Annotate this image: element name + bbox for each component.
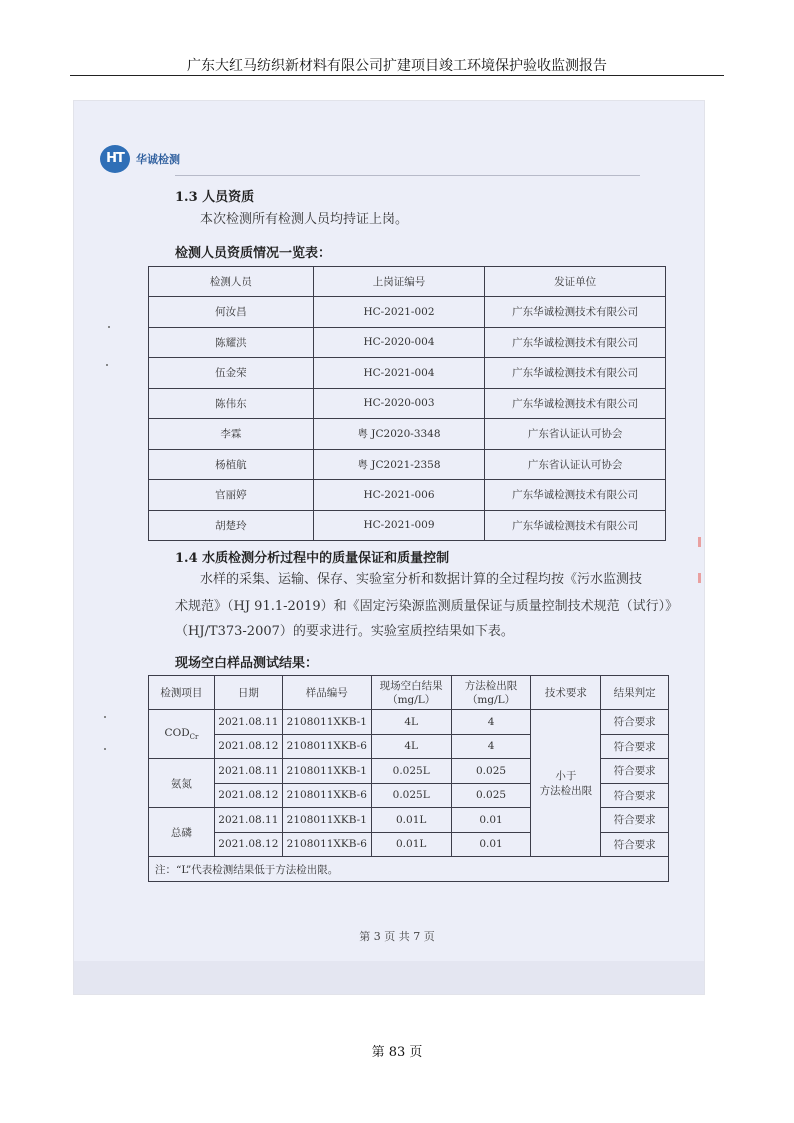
column-header: 上岗证编号 <box>313 267 485 297</box>
date-cell: 2021.08.12 <box>214 832 282 857</box>
section-1-3-heading: 1.3 人员资质 <box>175 190 255 205</box>
report-header-title: 广东大红马纺织新材料有限公司扩建项目竣工环境保护验收监测报告 <box>187 58 607 74</box>
table-row <box>149 710 669 735</box>
certificate-number: HC-2021-004 <box>313 358 485 389</box>
blank-result-cell: 0.025L <box>371 783 451 808</box>
company-logo <box>100 145 300 175</box>
section-1-4-para-line: （HJ/T373-2007）的要求进行。实验室质控结果如下表。 <box>175 624 514 639</box>
requirement-line: 方法检出限 <box>539 785 593 797</box>
section-1-4-para-line: 水样的采集、运输、保存、实验室分析和数据计算的全过程均按《污水监测技 <box>200 572 643 587</box>
sample-id-cell: 2108011XKB-1 <box>282 808 371 833</box>
issuing-unit: 广东华诚检测技术有限公司 <box>485 480 666 511</box>
test-item-cod <box>149 710 215 759</box>
table-row <box>149 297 666 328</box>
scan-speck <box>104 748 106 750</box>
detection-limit-cell: 4 <box>451 710 531 735</box>
personnel-table-title: 检测人员资质情况一览表： <box>175 246 332 261</box>
issuing-unit: 广东华诚检测技术有限公司 <box>485 510 666 541</box>
table-header-row <box>149 267 666 297</box>
verdict-cell: 符合要求 <box>601 832 669 857</box>
scan-speck <box>104 716 106 718</box>
scan-bottom-shade <box>74 961 704 994</box>
certificate-number: HC-2021-009 <box>313 510 485 541</box>
sample-id-cell: 2108011XKB-1 <box>282 710 371 735</box>
test-item-ammonia: 氨氮 <box>149 759 215 808</box>
header-divider <box>70 75 724 76</box>
date-cell: 2021.08.12 <box>214 734 282 759</box>
column-header: 结果判定 <box>601 676 669 710</box>
header-unit: （mg/L） <box>466 693 516 706</box>
person-name: 何汝昌 <box>149 297 314 328</box>
certificate-number: HC-2020-004 <box>313 327 485 358</box>
sample-id-cell: 2108011XKB-1 <box>282 759 371 784</box>
blank-sample-table-title: 现场空白样品测试结果： <box>175 656 319 671</box>
test-item-subscript: Cr <box>189 733 199 742</box>
table-note: 注：“L”代表检测结果低于方法检出限。 <box>149 857 669 882</box>
table-note-row <box>149 857 669 882</box>
scan-speck <box>108 326 110 328</box>
blank-sample-table <box>148 675 669 882</box>
page-footer-number: 第 83 页 <box>371 1045 423 1060</box>
certificate-number: HC-2021-002 <box>313 297 485 328</box>
scan-page-number: 第 3 页 共 7 页 <box>359 930 435 943</box>
header-line: 现场空白结果 <box>379 679 443 692</box>
detection-limit-cell: 0.01 <box>451 808 531 833</box>
issuing-unit: 广东华诚检测技术有限公司 <box>485 388 666 419</box>
person-name: 陈伟东 <box>149 388 314 419</box>
scan-stamp-mark <box>698 537 701 547</box>
table-header-row <box>149 676 669 710</box>
person-name: 陈耀洪 <box>149 327 314 358</box>
technical-requirement <box>531 710 601 857</box>
person-name: 胡楚玲 <box>149 510 314 541</box>
blank-result-cell: 0.025L <box>371 759 451 784</box>
person-name: 李霖 <box>149 419 314 450</box>
column-header <box>371 676 451 710</box>
section-1-4-heading: 1.4 水质检测分析过程中的质量保证和质量控制 <box>175 551 450 566</box>
personnel-table <box>148 266 666 541</box>
sample-id-cell: 2108011XKB-6 <box>282 734 371 759</box>
column-header: 检测项目 <box>149 676 215 710</box>
section-1-4-para-line: 术规范》（HJ 91.1-2019）和《固定污染源监测质量保证与质量控制技术规范（试行）》 <box>175 599 679 614</box>
column-header: 技术要求 <box>531 676 601 710</box>
scan-speck <box>106 364 108 366</box>
header-line: 方法检出限 <box>464 679 518 692</box>
header-unit: （mg/L） <box>387 693 436 706</box>
test-item-label: COD <box>164 726 190 739</box>
detection-limit-cell: 0.01 <box>451 832 531 857</box>
certificate-number: 粤 JC2020-3348 <box>313 419 485 450</box>
person-name: 官丽婷 <box>149 480 314 511</box>
detection-limit-cell: 0.025 <box>451 783 531 808</box>
verdict-cell: 符合要求 <box>601 783 669 808</box>
column-header <box>451 676 531 710</box>
date-cell: 2021.08.12 <box>214 783 282 808</box>
logo-mark-icon: HT <box>100 145 130 173</box>
table-row <box>149 449 666 480</box>
column-header: 发证单位 <box>485 267 666 297</box>
table-row <box>149 327 666 358</box>
issuing-unit: 广东华诚检测技术有限公司 <box>485 358 666 389</box>
logo-divider <box>175 175 640 176</box>
sample-id-cell: 2108011XKB-6 <box>282 783 371 808</box>
section-1-3-intro: 本次检测所有检测人员均持证上岗。 <box>200 212 409 227</box>
blank-result-cell: 4L <box>371 710 451 735</box>
table-row <box>149 419 666 450</box>
column-header: 日期 <box>214 676 282 710</box>
verdict-cell: 符合要求 <box>601 808 669 833</box>
detection-limit-cell: 4 <box>451 734 531 759</box>
issuing-unit: 广东省认证认可协会 <box>485 449 666 480</box>
certificate-number: HC-2021-006 <box>313 480 485 511</box>
person-name: 伍金荣 <box>149 358 314 389</box>
scan-stamp-mark <box>698 573 701 583</box>
column-header: 样品编号 <box>282 676 371 710</box>
logo-text: 华诚检测 <box>136 153 180 166</box>
verdict-cell: 符合要求 <box>601 734 669 759</box>
test-item-total-phosphorus: 总磷 <box>149 808 215 857</box>
requirement-line: 小于 <box>555 770 577 782</box>
person-name: 杨植航 <box>149 449 314 480</box>
certificate-number: 粤 JC2021-2358 <box>313 449 485 480</box>
certificate-number: HC-2020-003 <box>313 388 485 419</box>
blank-result-cell: 0.01L <box>371 808 451 833</box>
verdict-cell: 符合要求 <box>601 710 669 735</box>
sample-id-cell: 2108011XKB-6 <box>282 832 371 857</box>
issuing-unit: 广东省认证认可协会 <box>485 419 666 450</box>
detection-limit-cell: 0.025 <box>451 759 531 784</box>
column-header: 检测人员 <box>149 267 314 297</box>
date-cell: 2021.08.11 <box>214 759 282 784</box>
issuing-unit: 广东华诚检测技术有限公司 <box>485 327 666 358</box>
table-row <box>149 358 666 389</box>
table-row <box>149 388 666 419</box>
verdict-cell: 符合要求 <box>601 759 669 784</box>
issuing-unit: 广东华诚检测技术有限公司 <box>485 297 666 328</box>
table-row <box>149 510 666 541</box>
table-row <box>149 480 666 511</box>
date-cell: 2021.08.11 <box>214 808 282 833</box>
date-cell: 2021.08.11 <box>214 710 282 735</box>
blank-result-cell: 0.01L <box>371 832 451 857</box>
blank-result-cell: 4L <box>371 734 451 759</box>
